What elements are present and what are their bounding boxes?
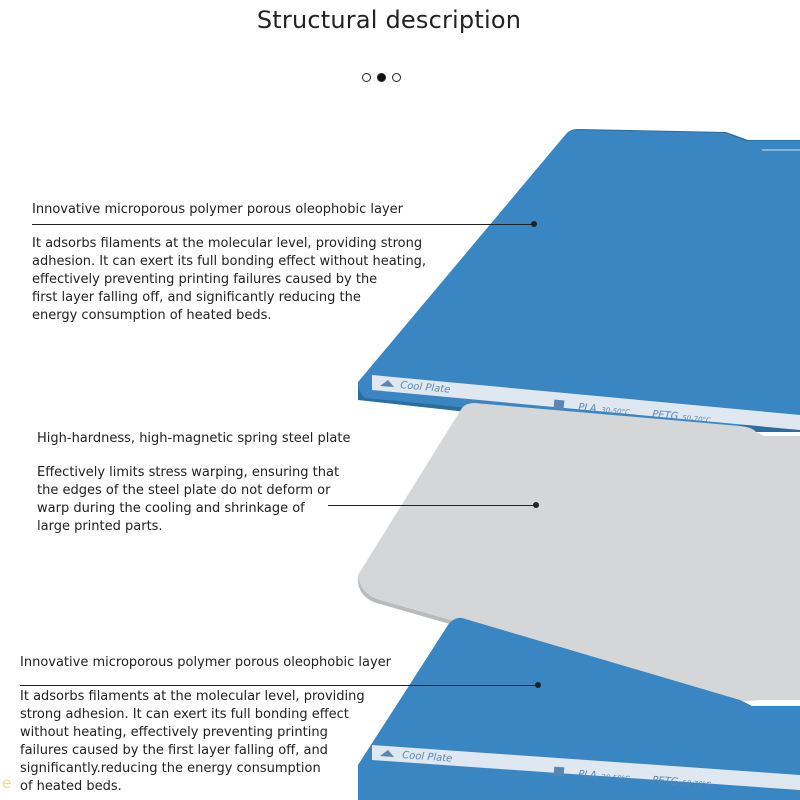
top-plate-pla-temp: 30-50°C xyxy=(600,406,631,417)
callout-bottom-layer xyxy=(20,654,391,796)
callout-heading: Innovative microporous polymer porous oleophobic layer xyxy=(32,202,403,217)
callout-heading: Innovative microporous polymer porous oleophobic layer xyxy=(20,655,391,670)
callout-top-layer xyxy=(32,201,426,325)
top-plate-petg-temp: 50-70°C xyxy=(681,414,712,425)
leader-dot-top xyxy=(531,221,537,227)
plate-badge-icon-bottom xyxy=(554,767,565,777)
callout-body: It adsorbs filaments at the molecular level, providing strong adhesion. It can exert its full bonding effect without heating, effectively preventing printing failures caused by the first layer falling off, and significantly reducing the energy consumption of heated beds. xyxy=(32,236,427,323)
leader-line-bottom xyxy=(20,685,538,686)
watermark: e xyxy=(2,774,12,792)
top-plate-brand: Cool Plate xyxy=(399,380,451,396)
leader-line-top xyxy=(32,224,534,225)
callout-heading: High-hardness, high-magnetic spring steel plate xyxy=(37,431,351,446)
bottom-plate-brand: Cool Plate xyxy=(401,750,453,765)
bottom-plate-petg-temp: 50-70°C xyxy=(681,779,712,790)
bottom-plate-pla-temp: 30-50°C xyxy=(600,773,631,784)
callout-steel-plate xyxy=(37,430,350,536)
bottom-plate-petg: PETG xyxy=(651,775,679,788)
leader-line-middle xyxy=(328,505,536,506)
page-title: Structural description xyxy=(256,6,522,34)
top-plate-pla: PLA xyxy=(577,402,598,415)
top-plate-petg: PETG xyxy=(651,409,679,423)
bottom-plate-pla: PLA xyxy=(577,769,597,782)
leader-dot-middle xyxy=(533,502,539,508)
callout-body: Effectively limits stress warping, ensuring that the edges of the steel plate do not deform or warp during the cooling and shrinkage of large printed parts. xyxy=(37,465,340,534)
leader-dot-bottom xyxy=(535,682,541,688)
plate-badge-icon xyxy=(554,400,565,410)
callout-body: It adsorbs filaments at the molecular level, providing strong adhesion. It can exert its full bonding effect without heating, effectively preventing printing failures caused by the first layer falling off, and significantly.reducing the energy consumption of heated beds. xyxy=(20,689,365,794)
